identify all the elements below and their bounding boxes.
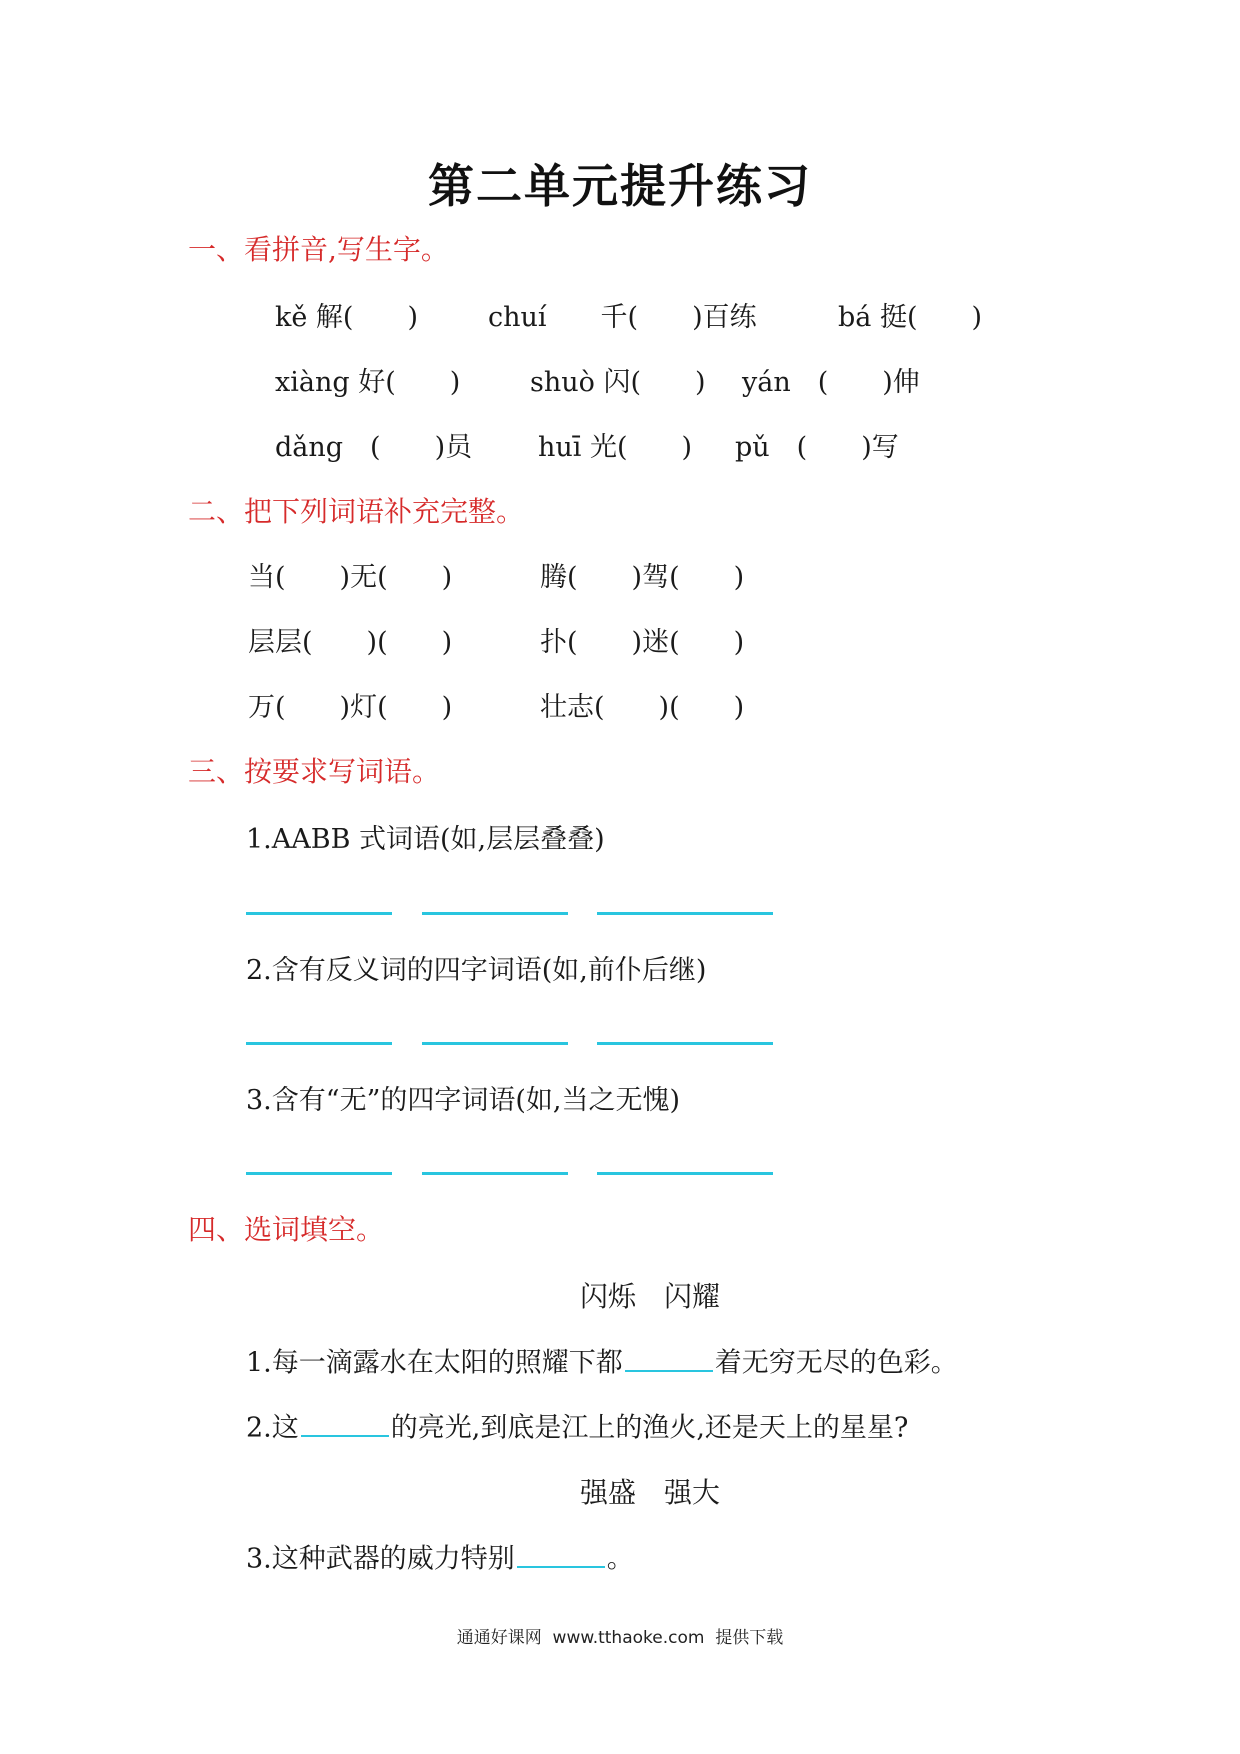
question-text: 3.含有“无”的四字词语(如,当之无愧) [246, 1085, 681, 1116]
answer-blank[interactable] [597, 1042, 773, 1045]
pinyin-item: xiàng 好( ) [275, 367, 461, 398]
pinyin-item: kě 解( ) [275, 302, 418, 333]
question-text: 2.含有反义词的四字词语(如,前仆后继) [246, 955, 707, 986]
pinyin-item: pǔ ( )写 [735, 432, 899, 463]
idiom-item: 当( )无( ) [248, 562, 453, 593]
question-text: 1.每一滴露水在太阳的照耀下都 [246, 1347, 623, 1379]
answer-blank[interactable] [517, 1536, 605, 1568]
question-text: 。 [606, 1543, 634, 1575]
question-text: 2.这 [246, 1412, 299, 1444]
answer-blank[interactable] [246, 1172, 392, 1175]
page-title: 第二单元提升练习 [428, 159, 812, 213]
question-text: 的亮光,到底是江上的渔火,还是天上的星星? [390, 1412, 909, 1444]
answer-blank[interactable] [422, 912, 568, 915]
word-options: 闪烁 闪耀 [580, 1280, 721, 1313]
answer-blank[interactable] [597, 912, 773, 915]
answer-blank[interactable] [597, 1172, 773, 1175]
pinyin-item: shuò 闪( ) [530, 367, 706, 398]
answer-blank[interactable] [422, 1172, 568, 1175]
question-text: 着无穷无尽的色彩。 [714, 1347, 958, 1379]
question-text: 3.这种武器的威力特别 [246, 1543, 515, 1575]
section-2-heading: 二、把下列词语补充完整。 [188, 495, 525, 528]
pinyin-item: bá 挺( ) [838, 302, 983, 333]
idiom-item: 万( )灯( ) [248, 692, 453, 723]
pinyin-item: huī 光( ) [538, 432, 693, 463]
question-text: 1.AABB 式词语(如,层层叠叠) [246, 824, 605, 855]
idiom-item: 层层( )( ) [248, 627, 453, 658]
section-1-heading: 一、看拼音,写生字。 [188, 233, 449, 266]
answer-blank[interactable] [625, 1340, 713, 1372]
section-4-heading: 四、选词填空。 [188, 1213, 385, 1246]
word-options: 强盛 强大 [580, 1476, 721, 1509]
answer-blank[interactable] [422, 1042, 568, 1045]
pinyin-item: dǎng ( )员 [275, 432, 473, 463]
idiom-item: 壮志( )( ) [540, 692, 745, 723]
fill-question-2 [246, 1405, 908, 1445]
section-3-heading: 三、按要求写词语。 [188, 755, 441, 788]
idiom-item: 腾( )驾( ) [540, 562, 745, 593]
page-footer: 通通好课网 www.tthaoke.com 提供下载 [456, 1628, 784, 1648]
pinyin-item: yán ( )伸 [742, 367, 920, 398]
pinyin-item: chuí 千( )百练 [488, 302, 757, 333]
answer-blank[interactable] [301, 1405, 389, 1437]
fill-question-3 [246, 1536, 634, 1576]
fill-question-1 [246, 1340, 958, 1380]
idiom-item: 扑( )迷( ) [540, 627, 745, 658]
answer-blank[interactable] [246, 1042, 392, 1045]
answer-blank[interactable] [246, 912, 392, 915]
